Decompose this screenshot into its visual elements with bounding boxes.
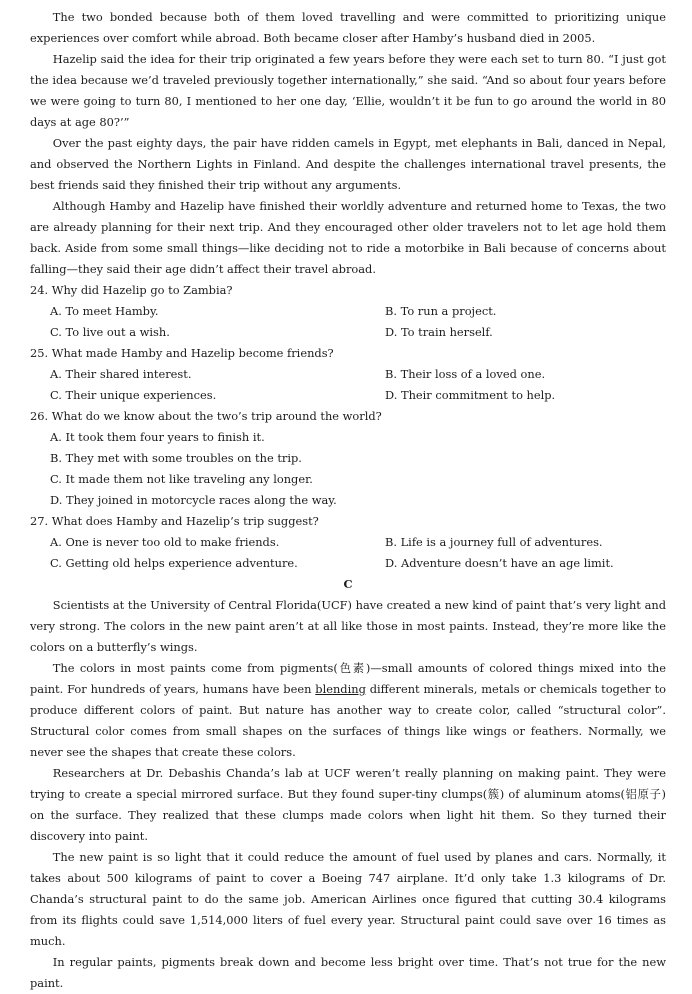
passage-c-paragraph-2 xyxy=(30,658,666,763)
option-b: B. Their loss of a loved one. xyxy=(385,367,546,381)
question-stem: 26. What do we know about the two’s trip around the world? xyxy=(30,409,382,423)
question-24 xyxy=(30,280,666,343)
passage-b-paragraph-1: The two bonded because both of them loved travelling and were committed to prioritizing unique experiences over comfort while abroad. Both became closer after Hamby’s husband died in 2005. xyxy=(30,10,666,45)
question-27 xyxy=(30,511,666,574)
option-a: A. One is never too old to make friends. xyxy=(50,535,280,549)
option-d: D. To train herself. xyxy=(385,325,493,339)
passage-b-paragraph-2: Hazelip said the idea for their trip originated a few years before they were each set to turn 80. “I just got the idea because we’d traveled previously together internationally,” she said. “And so about four years before we were going to turn 80, I mentioned to her one day, ‘Ellie, wouldn’t it be fun to go around the world in 80 days at age 80?’” xyxy=(30,52,666,129)
paragraph-text: different minerals, metals or chemicals together to produce different colors of paint. But nature has another way to create color, called “structural color”. Structural color comes from small shapes on the surfaces of things like wings or feathers. Normally, we never see the shapes that create these colors. xyxy=(30,682,667,759)
option-c: C. It made them not like traveling any longer. xyxy=(50,472,313,486)
option-c: C. To live out a wish. xyxy=(50,325,170,339)
option-b: B. Life is a journey full of adventures. xyxy=(385,535,603,549)
underlined-word-blending: blending xyxy=(315,682,366,696)
question-stem: 27. What does Hamby and Hazelip’s trip suggest? xyxy=(30,514,319,528)
option-a: A. To meet Hamby. xyxy=(50,304,159,318)
question-25 xyxy=(30,343,666,406)
option-b: B. They met with some troubles on the trip. xyxy=(50,451,302,465)
option-d: D. Their commitment to help. xyxy=(385,388,556,402)
options xyxy=(50,532,666,574)
passage-c-paragraph-5: In regular paints, pigments break down and become less bright over time. That’s not true for the new paint. xyxy=(30,955,666,990)
section-c-title: C xyxy=(343,577,353,591)
option-d: D. They joined in motorcycle races along the way. xyxy=(50,493,337,507)
passage-b-paragraph-3: Over the past eighty days, the pair have ridden camels in Egypt, met elephants in Bali, danced in Nepal, and observed the Northern Lights in Finland. And despite the challenges international travel presents, the best friends said they finished their trip without any arguments. xyxy=(30,136,666,192)
passage-c-paragraph-4: The new paint is so light that it could reduce the amount of fuel used by planes and cars. Normally, it takes about 500 kilograms of paint to cover a Boeing 747 airplane. It’d only take 1.3 kilograms of Dr. Chanda’s structural paint to do the same job. American Airlines once figured that cutting 30.4 kilograms from its flights could save 1,514,000 liters of fuel every year. Structural paint could save over 16 times as much. xyxy=(30,850,666,948)
options xyxy=(50,427,666,511)
option-a: A. It took them four years to finish it. xyxy=(50,430,265,444)
question-26 xyxy=(30,406,666,511)
options xyxy=(50,301,666,343)
passage-c-paragraph-3: Researchers at Dr. Debashis Chanda’s lab at UCF weren’t really planning on making paint. They were trying to create a special mirrored surface. But they found super-tiny clumps(簇) of aluminum atoms(铝原子) on the surface. They realized that these clumps made colors when light hit them. So they turned their discovery into paint. xyxy=(30,766,666,843)
paragraph-text: The colors in most paints come from pigments(色素)—small amounts of colored things mixed into the paint. For hundreds of years, humans have been xyxy=(30,661,666,696)
question-stem: 25. What made Hamby and Hazelip become friends? xyxy=(30,346,334,360)
passage-c-paragraph-1: Scientists at the University of Central Florida(UCF) have created a new kind of paint that’s very light and very strong. The colors in the new paint aren’t at all like those in most paints. Instead, they’re more like the colors on a butterfly’s wings. xyxy=(30,598,666,654)
passage-b-paragraph-4: Although Hamby and Hazelip have finished their worldly adventure and returned home to Texas, the two are already planning for their next trip. And they encouraged other older travelers not to let age hold them back. Aside from some small things—like deciding not to ride a motorbike in Bali because of concerns about falling—they said their age didn’t affect their travel abroad. xyxy=(30,199,666,276)
option-b: B. To run a project. xyxy=(385,304,497,318)
question-stem: 24. Why did Hazelip go to Zambia? xyxy=(30,283,233,297)
options xyxy=(50,364,666,406)
option-c: C. Getting old helps experience adventure. xyxy=(50,556,298,570)
option-d: D. Adventure doesn’t have an age limit. xyxy=(385,556,614,570)
option-c: C. Their unique experiences. xyxy=(50,388,217,402)
option-a: A. Their shared interest. xyxy=(50,367,192,381)
